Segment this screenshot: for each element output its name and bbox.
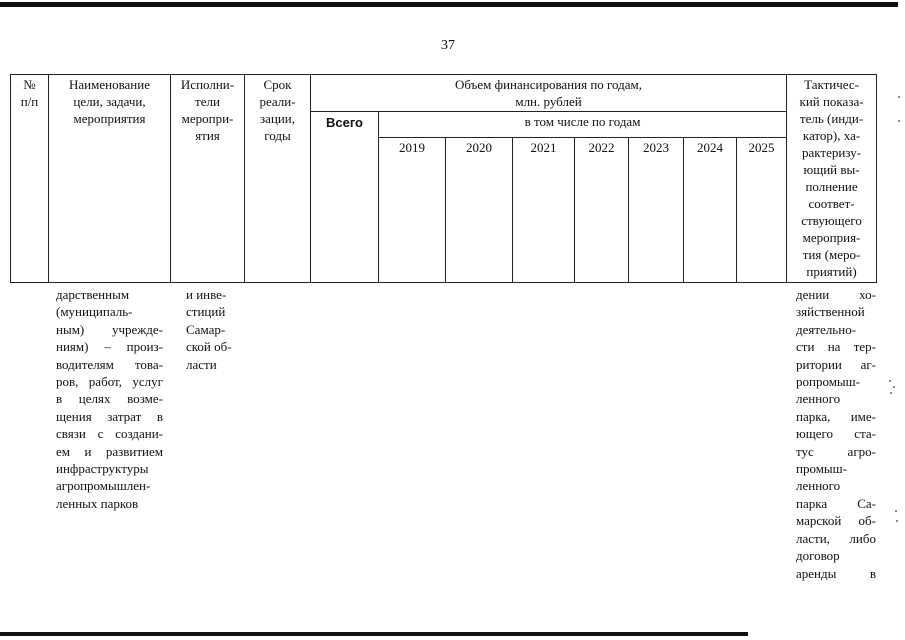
- col-number-header: [11, 75, 49, 283]
- indicator-line: парка, име-: [796, 408, 876, 424]
- indicator-line: ленного: [796, 391, 841, 407]
- indicator-line: промыш-: [796, 461, 848, 477]
- year-2023-header: 2023: [629, 138, 684, 283]
- indicator-line: договор: [796, 548, 840, 564]
- header-indicator-line: полнение: [805, 179, 858, 194]
- name-line: агропромышлен-: [56, 478, 151, 494]
- header-funding-1: Объем финансирования по годам,: [455, 77, 643, 92]
- indicator-line: ленного: [796, 478, 841, 494]
- name-line: ным) учрежде-: [56, 321, 163, 337]
- header-name-2: цели, задачи,: [73, 94, 146, 109]
- indicator-line: ропромыш-: [796, 374, 861, 390]
- header-exec-3: меропри-: [181, 111, 234, 126]
- year-2021-header: 2021: [513, 138, 575, 283]
- year-2019-header: 2019: [379, 138, 446, 283]
- name-line: ленных парков: [56, 495, 139, 511]
- name-line: ем и развитием: [56, 443, 163, 459]
- top-rule: [0, 2, 898, 7]
- exec-line: ласти: [186, 356, 217, 372]
- scan-speck: [890, 392, 892, 394]
- header-indicator-line: Тактичес-: [804, 77, 859, 92]
- page-number: 37: [441, 38, 455, 53]
- header-indicator-line: ствующего: [801, 213, 862, 228]
- name-line: щения затрат в: [56, 408, 163, 424]
- header-exec-2: тели: [195, 94, 220, 109]
- header-indicator-line: приятий): [806, 264, 857, 279]
- col-by-years-header: в том числе по годам: [379, 112, 787, 138]
- name-line: дарственным: [56, 287, 130, 302]
- indicator-text: [796, 286, 876, 582]
- indicator-line: аренды в: [796, 565, 876, 581]
- indicator-line: парка Са-: [796, 495, 876, 511]
- year-2022-header: 2022: [575, 138, 629, 283]
- year-2024-header: 2024: [684, 138, 737, 283]
- indicator-line: ющего ста-: [796, 426, 876, 442]
- header-num: №: [23, 77, 36, 92]
- scan-speck: [896, 520, 898, 522]
- col-funding-header: [311, 75, 787, 112]
- indicator-line: зяйственной: [796, 304, 865, 320]
- header-indicator-line: рактеризу-: [802, 145, 862, 160]
- col-name-header: [49, 75, 171, 283]
- header-indicator-line: катор), ха-: [802, 128, 861, 143]
- bottom-rule: [0, 632, 748, 636]
- indicator-line: сти на тер-: [796, 339, 876, 355]
- indicator-line: тус агро-: [796, 443, 876, 459]
- scan-speck: [898, 96, 900, 98]
- scan-speck: [898, 120, 900, 122]
- year-2020-header: 2020: [446, 138, 513, 283]
- executors-text: [186, 286, 246, 373]
- col-executors-header: [171, 75, 245, 283]
- col-total-header: Всего: [311, 112, 379, 283]
- header-name-3: мероприятия: [73, 111, 146, 126]
- header-table: [10, 74, 877, 283]
- scan-speck: [889, 380, 891, 382]
- header-indicator-line: тия (меро-: [802, 247, 861, 262]
- header-indicator-line: ющий вы-: [803, 162, 860, 177]
- col-indicator-header: [787, 75, 877, 283]
- year-2025-header: 2025: [737, 138, 787, 283]
- header-term-1: Срок: [263, 77, 292, 92]
- name-line: ров, работ, услуг: [56, 374, 163, 390]
- name-line: водителям това-: [56, 356, 163, 372]
- indicator-line: дении хо-: [796, 287, 876, 302]
- measure-name-text: [56, 286, 163, 512]
- scan-speck: [895, 510, 897, 512]
- name-line: инфраструктуры: [56, 461, 149, 477]
- name-line: связи с создани-: [56, 426, 163, 442]
- name-line: в целях возме-: [56, 391, 163, 407]
- indicator-line: ритории аг-: [796, 356, 876, 372]
- name-line: ниям) – произ-: [56, 339, 163, 355]
- indicator-line: ласти, либо: [796, 530, 876, 546]
- indicator-line: марской об-: [796, 513, 876, 529]
- header-num-2: п/п: [20, 94, 39, 109]
- col-term-header: [245, 75, 311, 283]
- exec-line: Самар-: [186, 321, 226, 337]
- header-funding-2: млн. рублей: [515, 94, 582, 109]
- header-term-2: реали-: [259, 94, 296, 109]
- exec-line: ской об-: [186, 339, 232, 355]
- header-indicator-line: мероприя-: [802, 230, 861, 245]
- header-exec-1: Исполни-: [180, 77, 235, 92]
- scan-speck: [893, 386, 895, 388]
- header-term-3: зации,: [259, 111, 296, 126]
- header-indicator-line: тель (инди-: [799, 111, 864, 126]
- exec-line: и инве-: [186, 287, 227, 302]
- header-indicator-line: соответ-: [808, 196, 855, 211]
- header-name-1: Наименование: [69, 77, 150, 92]
- header-exec-4: ятия: [195, 128, 220, 143]
- exec-line: стиций: [186, 304, 226, 320]
- name-line: (муниципаль-: [56, 304, 133, 320]
- indicator-line: деятельно-: [796, 321, 857, 337]
- header-term-4: годы: [264, 128, 291, 143]
- header-indicator-line: кий показа-: [799, 94, 864, 109]
